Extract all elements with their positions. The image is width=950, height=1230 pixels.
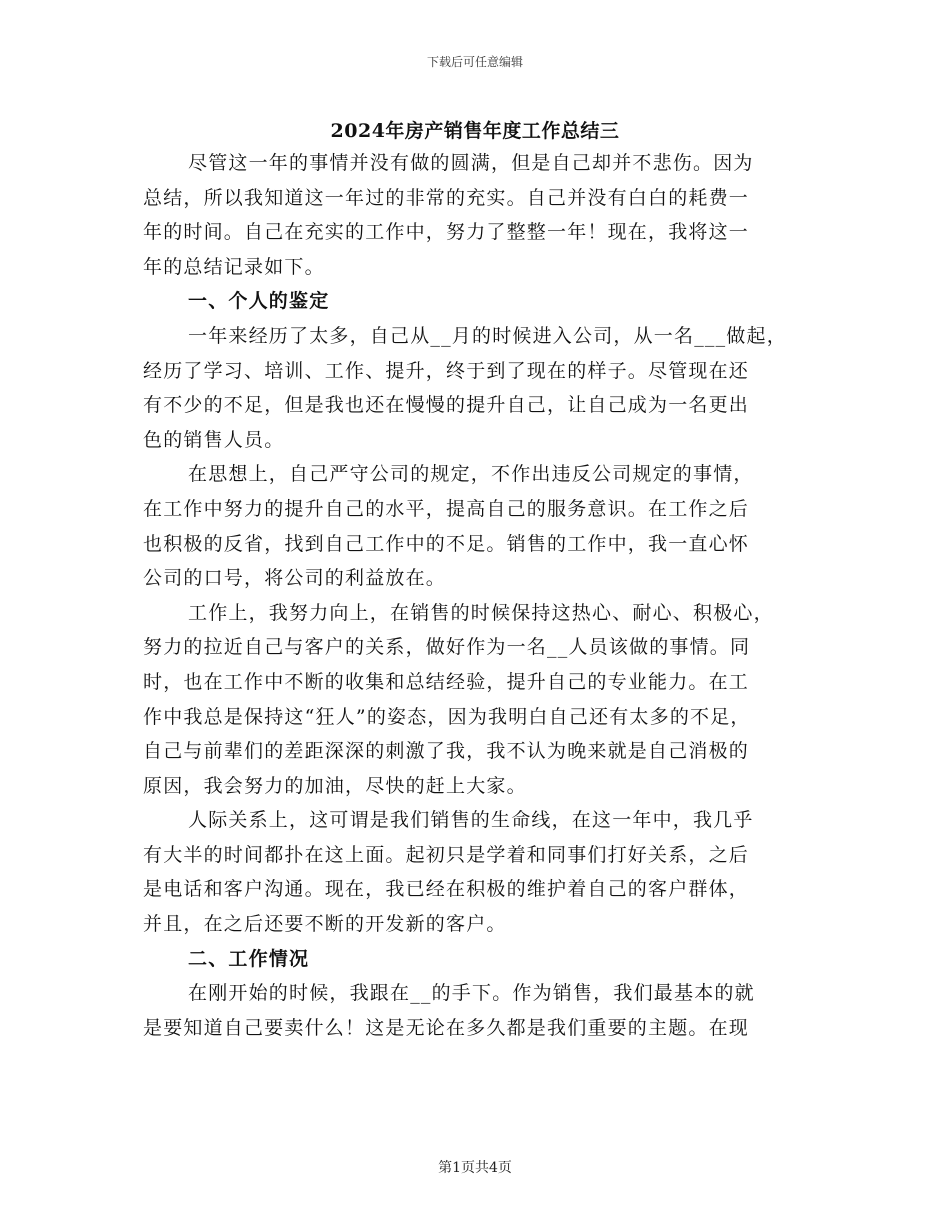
text-line: 是电话和客户沟通。现在，我已经在积极的维护着自己的客户群体， xyxy=(143,878,750,901)
text-line: 在刚开始的时候，我跟在__的手下。作为销售，我们最基本的就 xyxy=(188,982,755,1005)
text-line: 公司的口号，将公司的利益放在。 xyxy=(143,567,447,590)
document-title: 2024年房产销售年度工作总结三 xyxy=(330,120,620,142)
text-line: 总结，所以我知道这一年过的非常的充实。自己并没有白白的耗费一 xyxy=(143,186,750,209)
text-line: 努力的拉近自己与客户的关系，做好作为一名__人员该做的事情。同 xyxy=(143,636,751,659)
text-line: 时，也在工作中不断的收集和总结经验，提升自己的专业能力。在工 xyxy=(143,670,750,693)
text-line: 也积极的反省，找到自己工作中的不足。销售的工作中，我一直心怀 xyxy=(143,532,750,555)
section-heading-text: 一、个人的鉴定 xyxy=(188,290,330,313)
text-line: 一年来经历了太多，自己从__月的时候进入公司，从一名___做起， xyxy=(188,324,787,347)
text-line: 在工作中努力的提升自己的水平，提高自己的服务意识。在工作之后 xyxy=(143,497,750,520)
text-line: 自己与前辈们的差距深深的刺激了我，我不认为晚来就是自己消极的 xyxy=(143,740,750,763)
paragraph-experience xyxy=(143,319,819,457)
paragraph-work xyxy=(143,596,819,804)
section-heading-personal xyxy=(143,284,819,319)
page-header-note: 下载后可任意编辑 xyxy=(426,55,523,69)
text-line: 有不少的不足，但是我也还在慢慢的提升自己，让自己成为一名更出 xyxy=(143,394,750,417)
text-line: 色的销售人员。 xyxy=(143,428,285,451)
text-line: 人际关系上，这可谓是我们销售的生命线，在这一年中，我几乎 xyxy=(188,809,754,832)
section-heading-text: 二、工作情况 xyxy=(188,947,310,970)
paragraph-intro xyxy=(143,146,819,284)
paragraph-beginning xyxy=(143,976,819,1045)
paragraph-relations xyxy=(143,803,819,941)
text-line: 并且，在之后还要不断的开发新的客户。 xyxy=(143,913,507,936)
text-line: 年的时间。自己在充实的工作中，努力了整整一年！现在，我将这一 xyxy=(143,221,750,244)
text-line: 经历了学习、培训、工作、提升，终于到了现在的样子。尽管现在还 xyxy=(143,359,750,382)
text-line: 有大半的时间都扑在这上面。起初只是学着和同事们打好关系，之后 xyxy=(143,843,750,866)
text-line: 是要知道自己要卖什么！这是无论在多久都是我们重要的主题。在现 xyxy=(143,1016,750,1039)
document-body xyxy=(143,146,819,1045)
section-heading-work xyxy=(143,942,819,977)
text-line: 作中我总是保持这“狂人”的姿态，因为我明白自己还有太多的不足， xyxy=(143,705,751,728)
page-number-footer: 第1页共4页 xyxy=(438,1160,512,1176)
paragraph-thought xyxy=(143,457,819,595)
text-line: 尽管这一年的事情并没有做的圆满，但是自己却并不悲伤。因为 xyxy=(188,152,754,174)
text-line: 工作上，我努力向上，在销售的时候保持这热心、耐心、积极心， xyxy=(188,601,774,624)
text-line: 年的总结记录如下。 xyxy=(143,255,325,278)
text-line: 在思想上，自己严守公司的规定，不作出违反公司规定的事情， xyxy=(188,463,754,486)
text-line: 原因，我会努力的加油，尽快的赶上大家。 xyxy=(143,774,527,797)
